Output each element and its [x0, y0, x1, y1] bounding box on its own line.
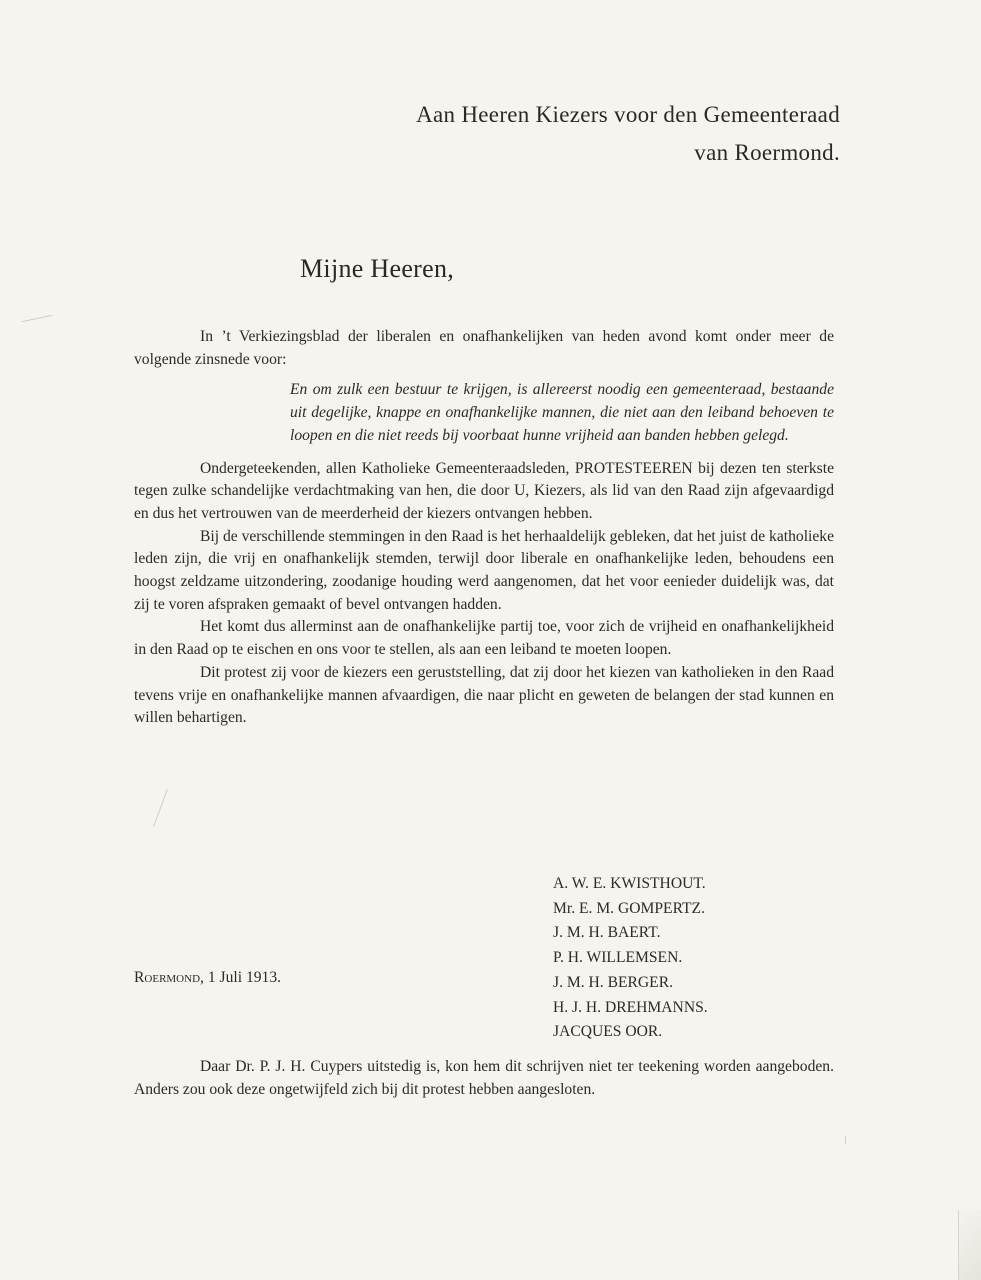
signatory: P. H. WILLEMSEN. — [553, 949, 683, 967]
signatory: A. W. E. KWISTHOUT. — [553, 875, 706, 892]
paragraph-independence: Het komt dus allerminst aan de onafhankelijke partij toe, voor zich de vrijheid en onafhankelijkheid in den Raad op te eischen en ons voor te stellen, als aan een leiband te moeten loopen. — [134, 618, 834, 659]
paper-mark — [845, 1136, 846, 1144]
paragraph-intro: In ’t Verkiezingsblad der liberalen en onafhankelijken van heden avond komt onder meer de volgende zinsnede voor: — [134, 328, 834, 368]
paragraph-reassurance: Dit protest zij voor de kiezers een geruststelling, dat zij door het kiezen van katholieken in den Raad tevens vrije en onafhankelijke mannen afvaardigen, die naar plicht en geweten de belangen der stad kunnen en willen behartigen. — [134, 663, 834, 727]
place-name: Roermond, — [134, 969, 204, 986]
postscript-text: Daar Dr. P. J. H. Cuypers uitstedig is, kon hem dit schrijven niet ter teekening worden aangeboden. Anders zou ook deze ongetwijfeld zich bij dit protest hebben aangesloten. — [134, 1058, 834, 1098]
signatory: Mr. E. M. GOMPERTZ. — [553, 899, 705, 917]
addressee-line-2: van Roermond. — [694, 140, 840, 165]
signatory: JACQUES OOR. — [553, 1023, 663, 1041]
paragraph-protest: Ondergeteekenden, allen Katholieke Gemeenteraadsleden, PROTESTEEREN bij dezen ten sterkste tegen zulke schandelijke verdachtmaking van hen, die door U, Kiezers, als lid van den Raad zijn afgevaardigd en dus het vertrouwen van de meerderheid der kiezers ontvangen hebben. — [134, 459, 834, 522]
signatory: H. J. H. DREHMANNS. — [553, 998, 708, 1016]
addressee-block — [300, 96, 840, 172]
signature-list — [553, 872, 708, 1045]
paper-mark — [153, 789, 168, 827]
postscript — [134, 1056, 834, 1101]
place-and-date — [134, 969, 281, 987]
quoted-passage: En om zulk een bestuur te krijgen, is allereerst noodig een gemeenteraad, bestaande uit degelijke, knappe en onafhankelijke mannen, die niet aan den leiband behoeven te loopen en die niet reeds bij voorbaat hunne vrijheid aan banden hebben gelegd. — [290, 381, 834, 444]
paragraph-voting: Bij de verschillende stemmingen in den Raad is het herhaaldelijk gebleken, dat het juist de katholieke leden zijn, die vrij en onafhankelijk stemden, terwijl door liberale en onafhankelijke leden, behoudens een hoogst zeldzame uitzondering, zoodanige houding werd aangenomen, dat het voor eenieder duidelijk was, dat zij te voren afspraken gemaakt of bevel ontvangen hadden. — [134, 527, 834, 613]
letter-body — [134, 326, 834, 730]
salutation: Mijne Heeren, — [300, 254, 455, 283]
letter-date: 1 Juli 1913. — [207, 969, 282, 986]
addressee-line-1: Aan Heeren Kiezers voor den Gemeenteraad — [416, 102, 840, 127]
paper-mark — [22, 315, 52, 322]
folded-corner — [958, 1210, 981, 1280]
signatory: J. M. H. BERGER. — [553, 973, 673, 991]
signatory: J. M. H. BAERT. — [553, 924, 661, 942]
